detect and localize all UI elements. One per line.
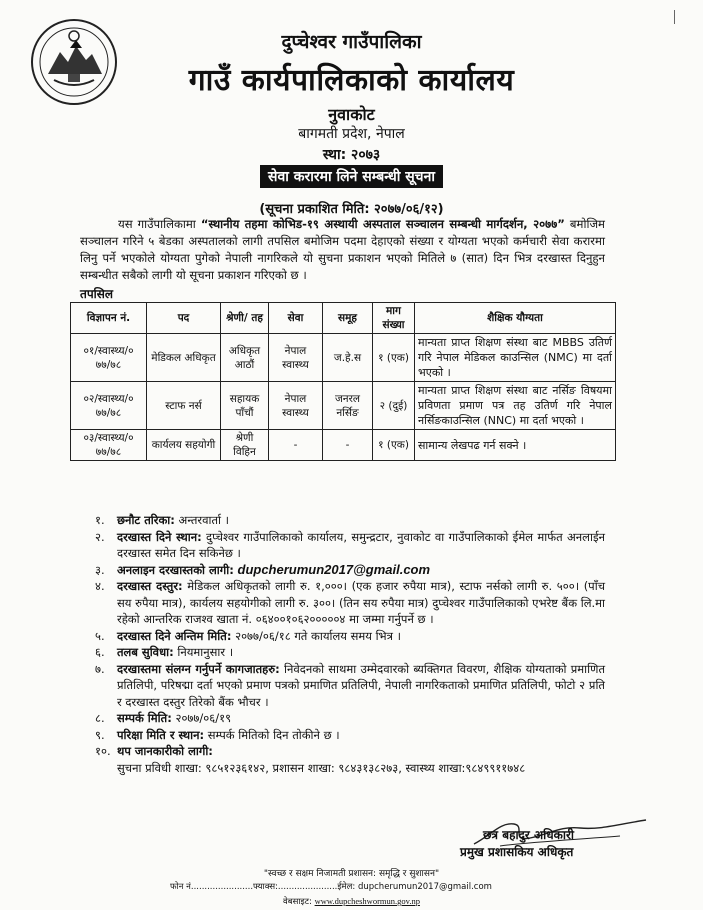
table-label: तपसिल bbox=[80, 287, 114, 301]
province-name: बागमती प्रदेश, नेपाल bbox=[298, 126, 405, 142]
cell-service: नेपाल स्वास्थ्य bbox=[269, 334, 323, 382]
cell-group: ज.हे.स bbox=[323, 334, 373, 382]
header-service: सेवा bbox=[269, 303, 323, 334]
district-name: नुवाकोट bbox=[328, 105, 375, 124]
cell-service: - bbox=[269, 430, 323, 461]
cell-post: कार्यलय सहयोगी bbox=[147, 430, 221, 461]
cell-count: १ (एक) bbox=[373, 430, 415, 461]
list-item: ३. अनलाइन दरखास्तको लागी: dupcherumun2017@gmail.com bbox=[95, 561, 431, 577]
list-item: २. दरखास्त दिने स्थान: दुप्चेश्वर गाउँपालिकाको कार्यालय, समुन्द्रटार, नुवाकोट वा गाउँपालिकाको ईमेल मार्फत अनलाईन दरखास्त समेत दिन सकिनेछ । bbox=[95, 529, 605, 560]
cell-ad-no: ०३/स्वास्थ्य/० ७७/७८ bbox=[71, 430, 147, 461]
website-link[interactable]: www.dupcheshwormun.gov.np bbox=[314, 896, 420, 906]
publish-date: (सूचना प्रकाशित मिति: २०७७/०६/१२) bbox=[259, 202, 444, 217]
guideline-title: “स्थानीय तहमा कोभिड-१९ अस्थायी अस्पताल सञ्चालन सम्बन्धी मार्गदर्शन, २०७७” bbox=[200, 217, 565, 231]
header-qualification: शैक्षिक यौग्यता bbox=[415, 303, 616, 334]
cell-ad-no: ०१/स्वास्थ्य/० ७७/७८ bbox=[71, 334, 147, 382]
contact-numbers: सुचना प्रविधी शाखा: ९८५१२३६१४२, प्रशासन शाखा: ९८४३१३८२७३, स्वास्थ्य शाखा:९८४९९११७४८ bbox=[117, 760, 526, 775]
vacancy-table bbox=[70, 302, 616, 461]
header-ad-no: विज्ञापन नं. bbox=[71, 303, 147, 334]
list-item: ५. दरखास्त दिने अन्तिम मिति: २०७७/०६/१८ गते कार्यालय समय भित्र । bbox=[95, 628, 402, 643]
scan-edge-mark bbox=[674, 10, 675, 24]
cell-service: नेपाल स्वास्थ्य bbox=[269, 382, 323, 430]
intro-paragraph: यस गाउँपालिकामा “स्थानीय तहमा कोभिड-१९ अस्थायी अस्पताल सञ्चालन सम्बन्धी मार्गदर्शन, २०७७” बमोजिम सञ्चालन गरिने ५ बेडका अस्पतालको लागी तपसिल बमोजिम पदमा देहाएको संख्या र योग्यता भएको कर्मचारी सेवा करारमा लिनु पर्ने भएकोले योग्यता पुगेको नेपाली नागरिकले यो सुचना प्रकाशन भएको मितिले ७ (सात) दिन भित्र दरखास्त दिनुहुन सम्बन्धीत सबैको लागी यो सूचना प्रकाशन गरिएको छ । bbox=[80, 217, 605, 282]
cell-level: अधिकृत आठौं bbox=[221, 334, 269, 382]
list-item: ४. दरखास्त दस्तुर: मेडिकल अधिकृतको लागी रु. १,०००। (एक हजार रुपैया मात्र), स्टाफ नर्सको लागी रु. ५००। (पाँच सय रुपैया मात्र), कार्यलय सहयोगीको लागी रु. ३००। (तिन सय रुपैया मात्र) दुप्चेश्वर गाउँपालिकाको एभरेष्ट बैंक लि.मा रहेको आन्तरिक राजश्व खाता नं. ०६४००१०६२०००००४ मा जम्मा गर्नुपर्ने छ । bbox=[95, 579, 605, 626]
cell-post: स्टाफ नर्स bbox=[147, 382, 221, 430]
cell-qualification: मान्यता प्राप्त शिक्षण संस्था बाट नर्सिङ विषयमा प्रविणता प्रमाण पत्र तह उतिर्ण गरि नेपाल नर्सिङकाउन्सिल (NNC) मा दर्ता भएको । bbox=[415, 382, 616, 430]
header-level: श्रेणी/ तह bbox=[221, 303, 269, 334]
notice-terms-list bbox=[95, 512, 605, 776]
list-item: ९. परिक्षा मिति र स्थान: सम्पर्क मितिको दिन तोकीने छ । bbox=[95, 727, 340, 742]
municipality-name: दुप्चेश्वर गाउँपालिका bbox=[281, 31, 422, 53]
footer-website: वेबसाइट: www.dupcheshwormun.gov.np bbox=[283, 896, 420, 907]
list-item: ७. दरखास्तमा संलग्न गर्नुपर्ने कागजातहरु: निवेदनको साथमा उम्मेदवारको ब्यक्तिगत विवरण, शैक्षिक योग्यताको प्रमाणित प्रतिलिपी, परिषद्मा दर्ता भएको प्रमाण पत्रको प्रमाणित प्रतिलिपी, नेपाली नागरिकताको प्रमाणित प्रतिलिपी, फोटो २ प्रति र दरखास्त दस्तुर तिरेको बैंक भौचर । bbox=[95, 661, 606, 709]
cell-level: श्रेणी विहिन bbox=[221, 430, 269, 461]
list-item: १. छनौट तरिका: अन्तरवार्ता । bbox=[95, 513, 230, 527]
header-group: समूह bbox=[323, 303, 373, 334]
cell-group: जनरल नर्सिङ bbox=[323, 382, 373, 430]
notice-title: सेवा करारमा लिने सम्बन्धी सूचना bbox=[260, 165, 443, 188]
table-row bbox=[71, 382, 616, 430]
cell-count: २ (दुई) bbox=[373, 382, 415, 430]
table-header-row bbox=[71, 303, 616, 334]
cell-count: १ (एक) bbox=[373, 334, 415, 382]
header-post: पद bbox=[147, 303, 221, 334]
footer-contact: फोन नं.......................फ्याक्स:......................ईमेल: dupcherumun2017@gmail.com bbox=[170, 882, 492, 892]
signatory-designation: प्रमुख प्रशासकिय अधिकृत bbox=[460, 845, 574, 859]
table-row bbox=[71, 334, 616, 382]
cell-ad-no: ०२/स्वास्थ्य/० ७७/७८ bbox=[71, 382, 147, 430]
header-count: माग संख्या bbox=[373, 303, 415, 334]
signatory-name: छत्र बहादुर अधिकारी bbox=[483, 828, 575, 842]
established-year: स्था: २०७३ bbox=[322, 147, 381, 163]
table-row bbox=[71, 430, 616, 461]
cell-level: सहायक पाँचौं bbox=[221, 382, 269, 430]
list-item: ६. तलब सुविधा: नियमानुसार । bbox=[95, 645, 234, 659]
list-item: ८. सम्पर्क मिति: २०७७/०६/१९ bbox=[95, 711, 232, 725]
footer-slogan: "स्वच्छ र सक्षम निजामती प्रशासन: समृद्धि र सुशासन" bbox=[263, 869, 440, 879]
cell-post: मेडिकल अधिकृत bbox=[147, 334, 221, 382]
cell-group: - bbox=[323, 430, 373, 461]
office-name: गाउँ कार्यपालिकाको कार्यालय bbox=[188, 63, 515, 98]
list-item: १०. थप जानकारीको लागी: bbox=[95, 744, 213, 758]
cell-qualification: मान्यता प्राप्त शिक्षण संस्था बाट MBBS उतिर्ण गरि नेपाल मेडिकल काउन्सिल (NMC) मा दर्ता भएको । bbox=[415, 334, 616, 382]
application-email: dupcherumun2017@gmail.com bbox=[237, 561, 431, 577]
cell-qualification: सामान्य लेखपढ गर्न सक्ने । bbox=[415, 430, 616, 461]
